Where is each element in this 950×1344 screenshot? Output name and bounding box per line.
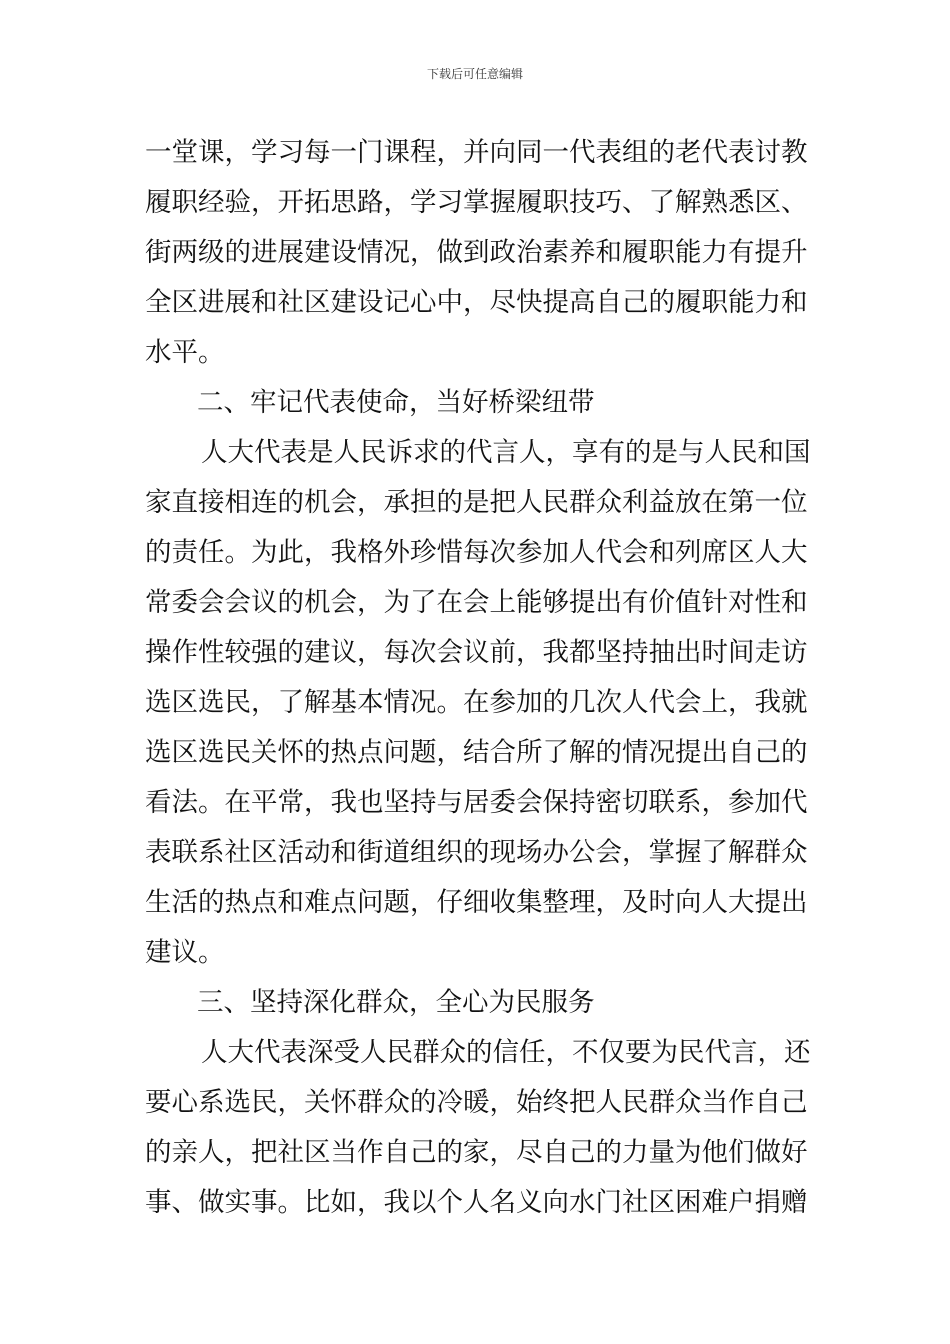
text-line: 一堂课，学习每一门课程，并向同一代表组的老代表讨教 bbox=[145, 137, 808, 168]
section-heading: 二、牢记代表使命，当好桥梁纽带 bbox=[197, 387, 595, 418]
text-line: 看法。在平常，我也坚持与居委会保持密切联系，参加代 bbox=[145, 787, 808, 818]
text-line: 生活的热点和难点问题，仔细收集整理，及时向人大提出 bbox=[145, 887, 808, 918]
text-line: 建议。 bbox=[145, 937, 225, 968]
section-heading: 三、坚持深化群众，全心为民服务 bbox=[197, 987, 595, 1018]
document-body bbox=[145, 128, 815, 1228]
text-line: 要心系选民，关怀群众的冷暖，始终把人民群众当作自己 bbox=[145, 1087, 808, 1118]
text-line: 全区进展和社区建设记心中，尽快提高自己的履职能力和 bbox=[145, 287, 808, 318]
text-line: 事、做实事。比如，我以个人名义向水门社区困难户捐赠 bbox=[145, 1187, 808, 1218]
text-line: 街两级的进展建设情况，做到政治素养和履职能力有提升 bbox=[145, 237, 808, 268]
text-line: 选区选民，了解基本情况。在参加的几次人代会上，我就 bbox=[145, 687, 808, 718]
text-line: 选区选民关怀的热点问题，结合所了解的情况提出自己的 bbox=[145, 737, 808, 768]
text-line: 表联系社区活动和街道组织的现场办公会，掌握了解群众 bbox=[145, 837, 808, 868]
text-line: 的责任。为此，我格外珍惜每次参加人代会和列席区人大 bbox=[145, 537, 808, 568]
text-line: 家直接相连的机会，承担的是把人民群众利益放在第一位 bbox=[145, 487, 808, 518]
paragraph-start-line: 人大代表是人民诉求的代言人，享有的是与人民和国 bbox=[201, 437, 811, 468]
page-header: 下载后可任意编辑 bbox=[426, 67, 523, 81]
text-line: 常委会会议的机会，为了在会上能够提出有价值针对性和 bbox=[145, 587, 808, 618]
text-line: 水平。 bbox=[145, 337, 225, 368]
text-line: 操作性较强的建议，每次会议前，我都坚持抽出时间走访 bbox=[145, 637, 808, 668]
text-line: 履职经验，开拓思路，学习掌握履职技巧、了解熟悉区、 bbox=[145, 187, 808, 218]
paragraph-start-line: 人大代表深受人民群众的信任，不仅要为民代言，还 bbox=[201, 1037, 811, 1068]
text-line: 的亲人，把社区当作自己的家，尽自己的力量为他们做好 bbox=[145, 1137, 808, 1168]
